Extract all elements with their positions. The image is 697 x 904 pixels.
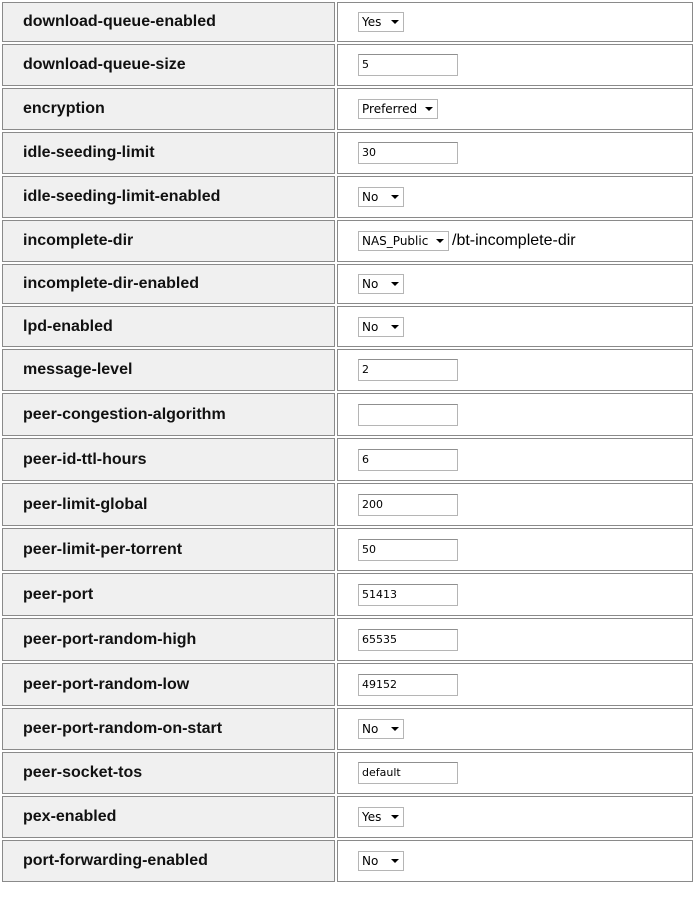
setting-value-cell (337, 393, 693, 436)
chevron-down-icon (391, 195, 399, 199)
chevron-down-icon (391, 727, 399, 731)
setting-row (2, 44, 693, 86)
setting-key-label: port-forwarding-enabled (2, 840, 335, 882)
setting-value-input[interactable]: 2 (358, 359, 458, 381)
setting-key-label: peer-limit-per-torrent (2, 528, 335, 571)
setting-key-label: peer-port-random-on-start (2, 708, 335, 750)
setting-row (2, 483, 693, 526)
setting-value-select[interactable] (358, 99, 438, 119)
setting-value-input[interactable] (358, 404, 458, 426)
setting-key-label: encryption (2, 88, 335, 130)
setting-key-label: peer-port-random-low (2, 663, 335, 706)
select-selected-value: Preferred (362, 102, 418, 116)
setting-row (2, 573, 693, 616)
setting-row (2, 708, 693, 750)
setting-value-input[interactable]: 51413 (358, 584, 458, 606)
setting-key-label: idle-seeding-limit-enabled (2, 176, 335, 218)
setting-value-select[interactable] (358, 231, 449, 251)
setting-key-label: download-queue-enabled (2, 2, 335, 42)
setting-key-label: incomplete-dir (2, 220, 335, 262)
select-selected-value: No (362, 319, 379, 334)
setting-value-select[interactable] (358, 719, 404, 739)
setting-value-select[interactable] (358, 187, 404, 207)
path-suffix-text: /bt-incomplete-dir (452, 232, 576, 249)
select-selected-value: No (362, 190, 379, 204)
setting-value-cell (337, 2, 693, 42)
setting-row (2, 796, 693, 838)
setting-value-input[interactable]: 30 (358, 142, 458, 164)
setting-value-cell (337, 438, 693, 481)
setting-key-label: incomplete-dir-enabled (2, 264, 335, 304)
setting-value-input[interactable]: 65535 (358, 629, 458, 651)
setting-row (2, 176, 693, 218)
setting-value-cell (337, 132, 693, 174)
setting-value-select[interactable] (358, 317, 404, 337)
setting-row (2, 349, 693, 391)
setting-row (2, 88, 693, 130)
setting-value-cell (337, 349, 693, 391)
setting-value-cell (337, 618, 693, 661)
setting-value-cell (337, 306, 693, 347)
setting-value-input[interactable]: default (358, 762, 458, 784)
setting-row (2, 220, 693, 262)
setting-row (2, 840, 693, 882)
setting-row (2, 264, 693, 304)
setting-value-cell (337, 528, 693, 571)
setting-key-label: peer-id-ttl-hours (2, 438, 335, 481)
chevron-down-icon (391, 815, 399, 819)
setting-value-cell (337, 663, 693, 706)
setting-key-label: peer-port-random-high (2, 618, 335, 661)
setting-value-select[interactable] (358, 274, 404, 294)
setting-value-cell (337, 752, 693, 794)
setting-value-select[interactable] (358, 807, 404, 827)
chevron-down-icon (391, 325, 399, 329)
setting-value-cell (337, 573, 693, 616)
chevron-down-icon (391, 282, 399, 286)
setting-key-label: peer-limit-global (2, 483, 335, 526)
setting-row (2, 663, 693, 706)
setting-value-cell (337, 483, 693, 526)
setting-row (2, 393, 693, 436)
setting-key-label: peer-congestion-algorithm (2, 393, 335, 436)
setting-row (2, 132, 693, 174)
setting-row (2, 2, 693, 42)
select-selected-value: No (362, 277, 379, 291)
chevron-down-icon (391, 859, 399, 863)
setting-value-select[interactable] (358, 12, 404, 32)
setting-row (2, 528, 693, 571)
setting-key-label: download-queue-size (2, 44, 335, 86)
settings-rows (2, 2, 693, 882)
setting-value-input[interactable]: 50 (358, 539, 458, 561)
setting-key-label: lpd-enabled (2, 306, 335, 347)
setting-value-input[interactable]: 49152 (358, 674, 458, 696)
select-selected-value: Yes (362, 810, 382, 824)
setting-value-cell (337, 264, 693, 304)
setting-value-cell (337, 840, 693, 882)
setting-key-label: idle-seeding-limit (2, 132, 335, 174)
setting-value-input[interactable]: 5 (358, 54, 458, 76)
setting-key-label: message-level (2, 349, 335, 391)
select-selected-value: No (362, 854, 379, 868)
setting-value-cell (337, 44, 693, 86)
chevron-down-icon (436, 239, 444, 243)
setting-value-cell (337, 88, 693, 130)
setting-row (2, 752, 693, 794)
select-selected-value: NAS_Public (362, 234, 429, 248)
setting-row (2, 618, 693, 661)
setting-value-select[interactable] (358, 851, 404, 871)
setting-value-cell (337, 220, 693, 262)
select-selected-value: No (362, 722, 379, 736)
setting-value-cell (337, 176, 693, 218)
setting-value-cell (337, 708, 693, 750)
setting-row (2, 438, 693, 481)
setting-value-input[interactable]: 6 (358, 449, 458, 471)
setting-key-label: peer-socket-tos (2, 752, 335, 794)
chevron-down-icon (425, 107, 433, 111)
chevron-down-icon (391, 20, 399, 24)
setting-value-cell (337, 796, 693, 838)
setting-key-label: pex-enabled (2, 796, 335, 838)
setting-value-input[interactable]: 200 (358, 494, 458, 516)
select-selected-value: Yes (362, 15, 382, 29)
setting-row (2, 306, 693, 347)
setting-key-label: peer-port (2, 573, 335, 616)
